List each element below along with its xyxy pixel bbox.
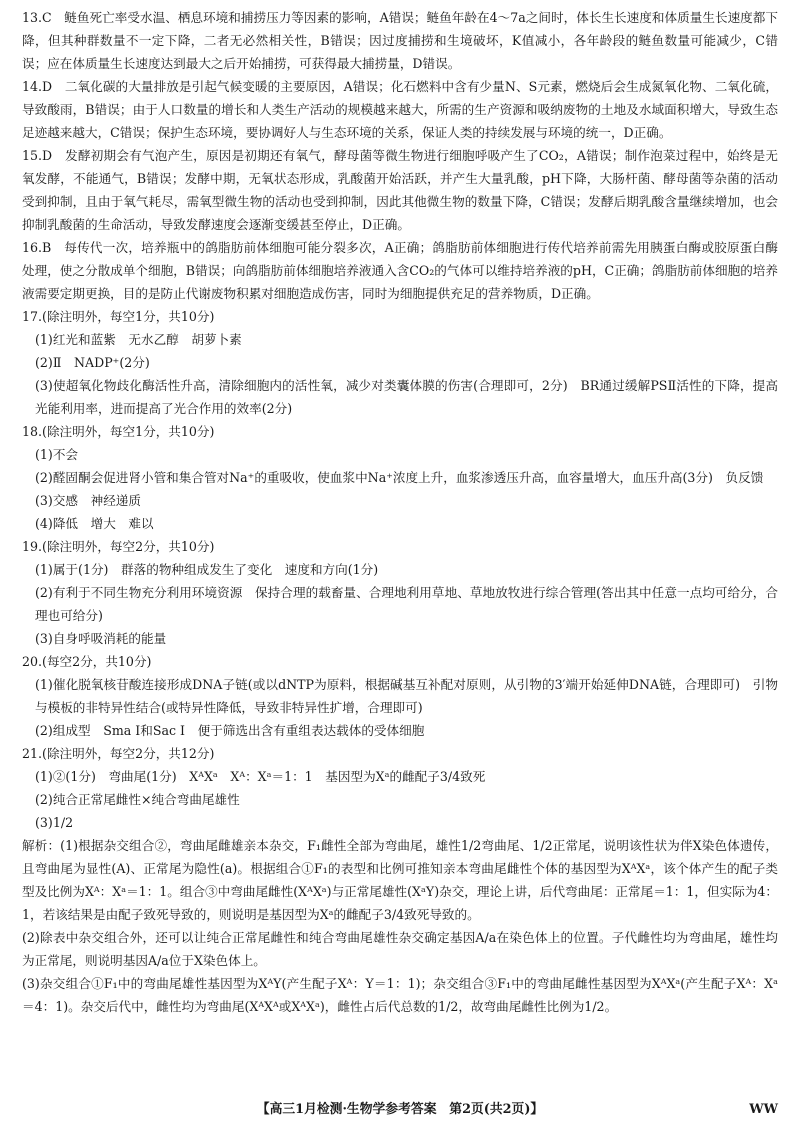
q20-part1: (1)催化脱氧核苷酸连接形成DNA子链(或以dNTP为原料，根据碱基互补配对原则，从引物的3′端开始延伸DNA链，合理即可) 引物与模板的非特异性结合(或特异性降低，导致非特异性扩增，合理即可) xyxy=(35,677,778,715)
question-20 xyxy=(22,650,778,742)
page-footer: 【高三1月检测·生物学参考答案 第2页(共2页)】 xyxy=(256,1102,544,1117)
q18-header: 18.(除注明外，每空1分，共10分) xyxy=(22,424,215,439)
q18-part1: (1)不会 xyxy=(35,447,79,462)
q18-part4: (4)降低 增大 难以 xyxy=(35,516,154,531)
q21-part2: (2)纯合正常尾雌性×纯合弯曲尾雄性 xyxy=(35,792,240,807)
answer-16: 16.B 每传代一次，培养瓶中的鸽脂肪前体细胞可能分裂多次，A正确；鸽脂肪前体细胞进行传代培养前需先用胰蛋白酶或胶原蛋白酶处理，使之分散成单个细胞，B错误；向鸽脂肪前体细胞培养液通入含CO₂的气体可以维持培养液的pH，C正确；鸽脂肪前体细胞的培养液需要定期更换，目的是防止代谢废物积累对细胞造成伤害，同时为细胞提供充足的营养物质，D正确。 xyxy=(22,240,778,301)
q17-part2: (2)Ⅱ NADP⁺(2分) xyxy=(35,355,150,370)
q21-analysis-3: (3)杂交组合①F₁中的弯曲尾雄性基因型为XᴬY(产生配子Xᴬ：Y＝1：1)；杂交组合③F₁中的弯曲尾雌性基因型为XᴬXᵃ(产生配子Xᴬ：Xᵃ＝4：1)。杂交后代中，雌性均为弯曲尾(XᴬXᴬ或XᴬXᵃ)，雌性占后代总数的1/2，故弯曲尾雌性比例为1/2。 xyxy=(22,976,778,1014)
q17-header: 17.(除注明外，每空1分，共10分) xyxy=(22,309,215,324)
answer-15: 15.D 发酵初期会有气泡产生，原因是初期还有氧气，酵母菌等微生物进行细胞呼吸产生了CO₂，A错误；制作泡菜过程中，始终是无氧发酵，不能通气，B错误；发酵中期，无氧状态形成，乳酸菌开始活跃，并产生大量乳酸，pH下降，大肠杆菌、酵母菌等杂菌的活动受到抑制，且由于氧气耗尽，需氧型微生物的活动也受到抑制，因此其他微生物的数量下降，C错误；发酵后期乳酸含量继续增加，也会抑制乳酸菌的生命活动，导致发酵速度会逐渐变缓甚至停止，D正确。 xyxy=(22,148,778,232)
q21-part1: (1)②(1分) 弯曲尾(1分) XᴬXᵃ Xᴬ：Xᵃ＝1：1 基因型为Xᵃ的雌配子3/4致死 xyxy=(35,769,486,784)
answer-content xyxy=(22,6,778,1018)
question-19 xyxy=(22,535,778,650)
question-21 xyxy=(22,742,778,1018)
q21-header: 21.(除注明外，每空2分，共12分) xyxy=(22,746,215,761)
question-17 xyxy=(22,305,778,420)
q18-part2: (2)醛固酮会促进肾小管和集合管对Na⁺的重吸收，使血浆中Na⁺浓度上升，血浆渗透压升高，血容量增大，血压升高(3分) 负反馈 xyxy=(35,470,764,485)
q21-analysis-2: (2)除表中杂交组合外，还可以让纯合正常尾雌性和纯合弯曲尾雄性杂交确定基因A/a在染色体上的位置。子代雌性均为弯曲尾，雄性均为正常尾，则说明基因A/a位于X染色体上。 xyxy=(22,930,778,968)
q19-part3: (3)自身呼吸消耗的能量 xyxy=(35,631,167,646)
q19-part2: (2)有利于不同生物充分利用环境资源 保持合理的载畜量、合理地利用草地、草地放牧进行综合管理(答出其中任意一点均可给分，合理也可给分) xyxy=(35,585,778,623)
footer-code: WW xyxy=(749,1102,778,1117)
q20-part2: (2)组成型 Sma Ⅰ和Sac Ⅰ 便于筛选出含有重组表达载体的受体细胞 xyxy=(35,723,425,738)
q18-part3: (3)交感 神经递质 xyxy=(35,493,141,508)
q21-part3: (3)1/2 xyxy=(35,815,74,830)
q20-header: 20.(每空2分，共10分) xyxy=(22,654,152,669)
q21-analysis-1: 解析：(1)根据杂交组合②，弯曲尾雌雄亲本杂交，F₁雌性全部为弯曲尾，雄性1/2弯曲尾、1/2正常尾，说明该性状为伴X染色体遗传，且弯曲尾为显性(A)、正常尾为隐性(a)。根据组合①F₁的表型和比例可推知亲本弯曲尾雌性个体的基因型为XᴬXᵃ，该个体产生的配子类型及比例为Xᴬ：Xᵃ＝1：1。组合③中弯曲尾雌性(XᴬXᵃ)与正常尾雄性(XᵃY)杂交，理论上讲，后代弯曲尾：正常尾＝1：1，但实际为4：1，若该结果是由配子致死导致的，则说明是基因型为Xᵃ的雌配子3/4致死导致的。 xyxy=(22,838,778,922)
q17-part1: (1)红光和蓝紫 无水乙醇 胡萝卜素 xyxy=(35,332,242,347)
question-18 xyxy=(22,420,778,535)
q17-part3: (3)使超氧化物歧化酶活性升高，清除细胞内的活性氧，减少对类囊体膜的伤害(合理即可，2分) BR通过缓解PSⅡ活性的下降，提高光能利用率，进而提高了光合作用的效率(2分) xyxy=(35,378,778,416)
answer-14: 14.D 二氧化碳的大量排放是引起气候变暖的主要原因，A错误；化石燃料中含有少量N、S元素，燃烧后会生成氮氧化物、二氧化硫，导致酸雨，B错误；由于人口数量的增长和人类生产活动的规模越来越大，所需的生产资源和吸纳废物的土地及水域面积增大，导致生态足迹越来越大，C错误；保护生态环境，要协调好人与生态环境的关系，保证人类的持续发展与环境的统一，D正确。 xyxy=(22,79,778,140)
q19-header: 19.(除注明外，每空2分，共10分) xyxy=(22,539,215,554)
answer-13: 13.C 鲢鱼死亡率受水温、栖息环境和捕捞压力等因素的影响，A错误；鲢鱼年龄在4～7a之间时，体长生长速度和体质量生长速度都下降，但其种群数量不一定下降，二者无必然相关性，B错误；因过度捕捞和生境破坏，K值减小，各年龄段的鲢鱼数量可能减少，C错误；应在体质量生长速度达到最大之后开始捕捞，可获得最大捕捞量，D错误。 xyxy=(22,10,778,71)
q19-part1: (1)属于(1分) 群落的物种组成发生了变化 速度和方向(1分) xyxy=(35,562,379,577)
